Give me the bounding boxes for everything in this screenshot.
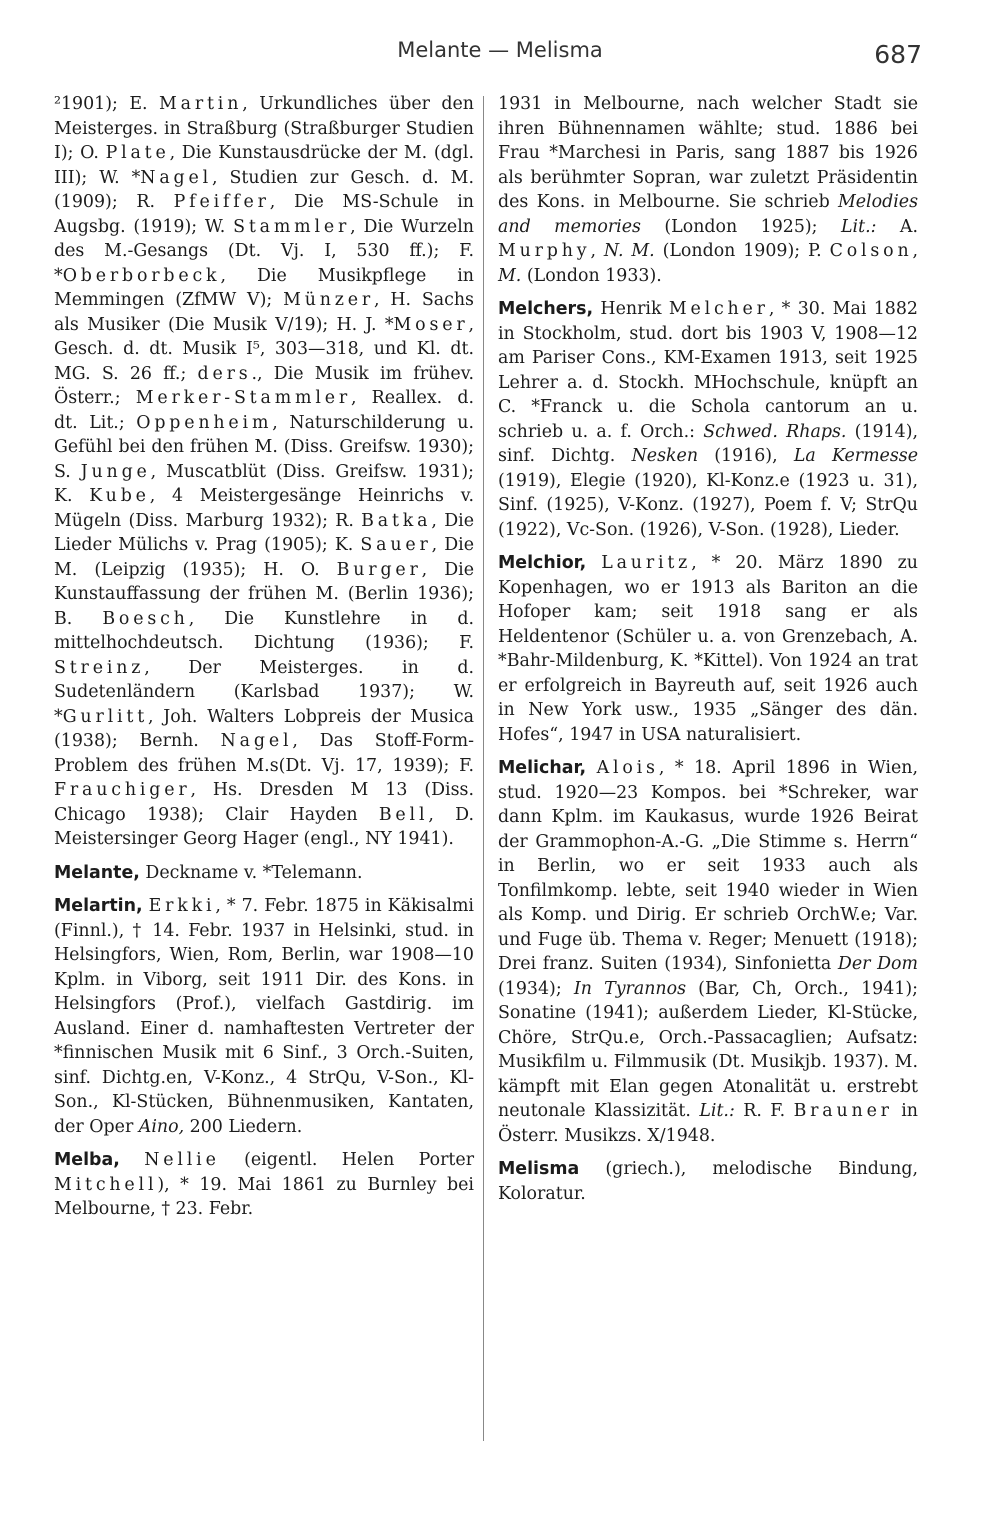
text-run: , * 18. April 1896 in Wien, stud. 1920—23 Kompos. bei *Schreker, war dann Kplm. im Kaukasus, wurde 1926 Beirat der Grammophon-A.-G. „Die Stimme s. Herrn“ in Berlin, wo er seit 1933 auch als Tonfilmkomp. lebte, seit 1940 wieder in Wien als Komp. und Dirig. Er schrieb OrchW.e; Var. und Fuge üb. Thema v. Reger; Menuett (1918); Drei franz. Suiten (1934), Sinfonietta bbox=[498, 758, 918, 974]
spaced-name: Frauchiger bbox=[54, 780, 191, 800]
spaced-name: Moser bbox=[393, 314, 469, 335]
page-header bbox=[0, 38, 1000, 74]
text-run: , Gesch. d. dt. Musik I⁵, 303—318, und Kl. dt. MG. S. 26 ff.; bbox=[54, 314, 474, 384]
text-run: , Die Wurzeln des M.-Gesangs (Dt. Vj. I, 530 ff.); F. * bbox=[54, 216, 474, 286]
italic-text: Der Dom bbox=[837, 954, 918, 974]
text-run: , Die M. (Leipzig (1935); H. O. bbox=[54, 535, 474, 580]
dictionary-entry bbox=[498, 297, 918, 542]
italic-text: Nesken bbox=[631, 446, 699, 466]
text-run: , Die Kunstlehre in d. mittelhochdeutsch. Dichtung (1936); F. bbox=[54, 608, 474, 653]
entry-headword: Melisma bbox=[498, 1159, 580, 1179]
entry-headword: Melartin, bbox=[54, 896, 143, 916]
italic-text: La Kermesse bbox=[793, 446, 918, 466]
entry-list bbox=[54, 861, 474, 1222]
spaced-name: Batka bbox=[361, 510, 432, 531]
text-run: , Die Kunstauffassung der frühen M. (Berlin 1936); B. bbox=[54, 559, 474, 629]
dictionary-entry bbox=[54, 861, 474, 886]
spaced-name: Plate bbox=[105, 143, 170, 163]
spaced-name: Oppenheim bbox=[136, 412, 273, 433]
spaced-name: Boesch bbox=[102, 608, 189, 629]
text-run: ), * 19. Mai 1861 zu Burnley bei Melbourne, † 23. Febr. bbox=[54, 1174, 474, 1219]
entry-headword: Melichar, bbox=[498, 758, 587, 778]
spaced-name: Streinz bbox=[54, 657, 145, 678]
spaced-name: Mitchell bbox=[54, 1174, 158, 1195]
spaced-name: Oberborbeck bbox=[62, 265, 221, 286]
text-run: , * 20. März 1890 zu Kopenhagen, wo er 1913 als Bariton an die Hofoper kam; seit 1918 sang er als Heldentenor (Schüler u. a. von Grenzebach, A. *Bahr-Mildenburg, K. *Kittel). Von 1924 an trat er erfolgreich in Bayreuth auf, seit 1926 auch in New York usw., 1935 „Sänger des dän. Hofes“, 1947 in USA naturalisiert. bbox=[498, 553, 918, 745]
column-divider bbox=[483, 96, 484, 1441]
text-run: , Joh. Walters Lobpreis der Musica (1938); Bernh. bbox=[54, 706, 474, 751]
text-run: (1916), bbox=[698, 446, 794, 466]
text-run: , bbox=[912, 241, 919, 261]
dictionary-entry bbox=[498, 1157, 918, 1206]
text-run: 1931 in Melbourne, nach welcher Stadt sie ihren Bühnennamen wählte; stud. 1886 bei Frau *Marchesi in Paris, sang 1887 bis 1926 als berühmter Sopran, war zuletzt Präsidentin des Kons. in Melbourne. Sie schrieb bbox=[498, 94, 918, 212]
text-run: , Die Kunstausdrücke der M. (dgl. III); W. * bbox=[54, 143, 474, 188]
continuation-paragraph bbox=[54, 92, 474, 852]
text-run: , Hs. Dresden M 13 (Diss. Chicago 1938); Clair Hayden bbox=[54, 780, 474, 825]
text-run: , Der Meisterges. in d. Sudetenländern (Karlsbad 1937); W. * bbox=[54, 657, 474, 727]
spaced-name: Nellie bbox=[144, 1150, 220, 1170]
page-number: 687 bbox=[874, 40, 922, 69]
text-run: A. bbox=[876, 216, 918, 237]
text-run: , Die Lieder Mülichs v. Prag (1905); K. bbox=[54, 510, 474, 555]
dictionary-entry bbox=[54, 1148, 474, 1222]
text-run: , bbox=[590, 241, 604, 261]
dictionary-entry bbox=[498, 756, 918, 1148]
text-run: , Studien zur Gesch. d. M. (1909); R. bbox=[54, 167, 474, 212]
running-title: Melante — Melisma bbox=[397, 38, 603, 62]
spaced-name: ders bbox=[197, 363, 252, 384]
spaced-name: Sauer bbox=[360, 535, 432, 555]
text-run: (griech.), melodische Bindung, Koloratur. bbox=[498, 1159, 918, 1204]
text-run: , Die Musikpflege in Memmingen (ZfMW V); bbox=[54, 265, 474, 310]
text-run: , Reallex. d. dt. Lit.; bbox=[54, 388, 474, 433]
italic-text: Aino, bbox=[138, 1116, 185, 1137]
spaced-name: Lauritz bbox=[601, 553, 692, 573]
text-run: (London 1909); P. bbox=[654, 241, 830, 261]
spaced-name: Bell bbox=[378, 804, 429, 825]
spaced-name: Münzer bbox=[283, 290, 375, 310]
text-run: in Österr. Musikzs. X/1948. bbox=[498, 1101, 918, 1146]
spaced-name: Alois bbox=[596, 758, 659, 778]
italic-text: Lit.: bbox=[840, 216, 877, 237]
text-run: , H. Sachs als Musiker (Die Musik V/19); H. J. * bbox=[54, 290, 474, 335]
text-run: 200 Liedern. bbox=[184, 1116, 303, 1137]
text-run: (1914), sinf. Dichtg. bbox=[498, 421, 919, 466]
spaced-name: Pfeiffer bbox=[173, 192, 270, 212]
text-run: , Muscatblüt (Diss. Greifsw. 1931); K. bbox=[54, 461, 474, 506]
italic-text: M. bbox=[498, 265, 522, 286]
text-run: Deckname v. *Telemann. bbox=[139, 862, 363, 883]
spaced-name: Martin bbox=[159, 94, 243, 114]
text-run: (1934); bbox=[498, 978, 574, 999]
text-run: , Das Stoff-Form-Problem des frühen M.s(Dt. Vj. 17, 1939); F. bbox=[54, 731, 474, 776]
text-run: ²1901); E. bbox=[54, 94, 160, 114]
spaced-name: Nagel bbox=[220, 731, 293, 751]
text-run: , * 30. Mai 1882 in Stockholm, stud. dort bis 1903 V, 1908—12 am Pariser Cons., KM-Examen 1913, seit 1925 Lehrer a. d. Stockh. MHochschule, knüpft an C. *Franck u. die Schola cantorum an u. schrieb u. a. f. Orch.: bbox=[498, 299, 918, 442]
text-run: (1919), Elegie (1920), Kl-Konz.e (1923 u. 31), Sinf. (1925), V-Konz. (1927), Poem f. V; StrQu (1922), Vc-Son. (1926), V-Son. (1928), Lieder. bbox=[498, 470, 918, 540]
spaced-name: Colson bbox=[829, 241, 913, 261]
text-run: (London 1933). bbox=[521, 265, 662, 286]
text-run: R. F. bbox=[734, 1101, 794, 1121]
right-column bbox=[498, 92, 918, 1206]
text-run: ., Die Musik im frühev. Österr.; bbox=[54, 363, 474, 408]
spaced-name: Merker-Stammler bbox=[135, 388, 351, 408]
text-run: , 4 Meistergesänge Heinrichs v. Mügeln (Diss. Marburg 1932); R. bbox=[54, 486, 474, 531]
entry-list bbox=[498, 297, 918, 1206]
text-run bbox=[586, 758, 597, 778]
dictionary-entry bbox=[54, 894, 474, 1139]
entry-headword: Melchior, bbox=[498, 553, 587, 573]
spaced-name: Burger bbox=[336, 559, 422, 580]
italic-text: Melodies and memories bbox=[498, 192, 918, 237]
entry-headword: Melante, bbox=[54, 862, 140, 883]
text-run: (London 1925); bbox=[640, 216, 841, 237]
italic-text: N. M. bbox=[603, 241, 655, 261]
spaced-name: Stammler bbox=[233, 216, 351, 237]
spaced-name: Erkki bbox=[148, 896, 216, 916]
text-run: Henrik bbox=[593, 299, 669, 319]
spaced-name: Murphy bbox=[498, 241, 591, 261]
continuation-paragraph bbox=[498, 92, 918, 288]
text-run: , Naturschilderung u. Gefühl bei den frühen M. (Diss. Greifsw. 1930); S. bbox=[54, 412, 474, 482]
text-run: , Die MS-Schule in Augsbg. (1919); W. bbox=[54, 192, 474, 237]
text-run: (eigentl. Helen Porter bbox=[219, 1150, 475, 1170]
italic-text: Lit.: bbox=[699, 1101, 735, 1121]
spaced-name: Nagel bbox=[140, 167, 212, 188]
spaced-name: Gurlitt bbox=[62, 706, 149, 727]
spaced-name: Junge bbox=[80, 461, 151, 482]
spaced-name: Melcher bbox=[668, 299, 769, 319]
entry-headword: Melchers, bbox=[498, 299, 594, 319]
left-column bbox=[54, 92, 474, 1222]
text-run: , Urkundliches über den Meisterges. in Straßburg (Straßburger Studien I); O. bbox=[54, 94, 475, 163]
spaced-name: Kube bbox=[89, 486, 150, 506]
text-run bbox=[120, 1150, 144, 1170]
italic-text: Schwed. Rhaps. bbox=[703, 421, 847, 442]
text-run: , D. Meistersinger Georg Hager (engl., NY 1941). bbox=[54, 804, 474, 849]
italic-text: In Tyrannos bbox=[573, 978, 686, 999]
entry-headword: Melba, bbox=[54, 1150, 120, 1170]
spaced-name: Brauner bbox=[793, 1101, 893, 1121]
text-run: , * 7. Febr. 1875 in Käkisalmi (Finnl.), † 14. Febr. 1937 in Helsinki, stud. in Helsingfors, Wien, Rom, Berlin, war 1908—10 Kplm. in Viborg, seit 1911 Dir. des Kons. in Helsingfors (Prof.), vielfach Gastdirig. im Ausland. Einer d. namhaftesten Vertreter der *finnischen Musik mit 6 Sinf., 3 Orch.-Suiten, sinf. Dichtg.en, V-Konz., 4 StrQu, V-Son., Kl-Son., Kl-Stücken, Bühnenmusiken, Kantaten, der Oper bbox=[54, 896, 474, 1137]
text-run bbox=[586, 553, 601, 573]
text-run: (Bar, Ch, Orch., 1941); Sonatine (1941); außerdem Lieder, Kl-Stücke, Chöre, StrQu.e, Orch.-Passacaglien; Aufsatz: Musikfilm u. Filmmusik (Dt. Musikjb. 1937). M. kämpft mit Elan gegen Atonalität u. erstrebt neutonale Klassizität. bbox=[498, 978, 919, 1121]
dictionary-entry bbox=[498, 551, 918, 747]
